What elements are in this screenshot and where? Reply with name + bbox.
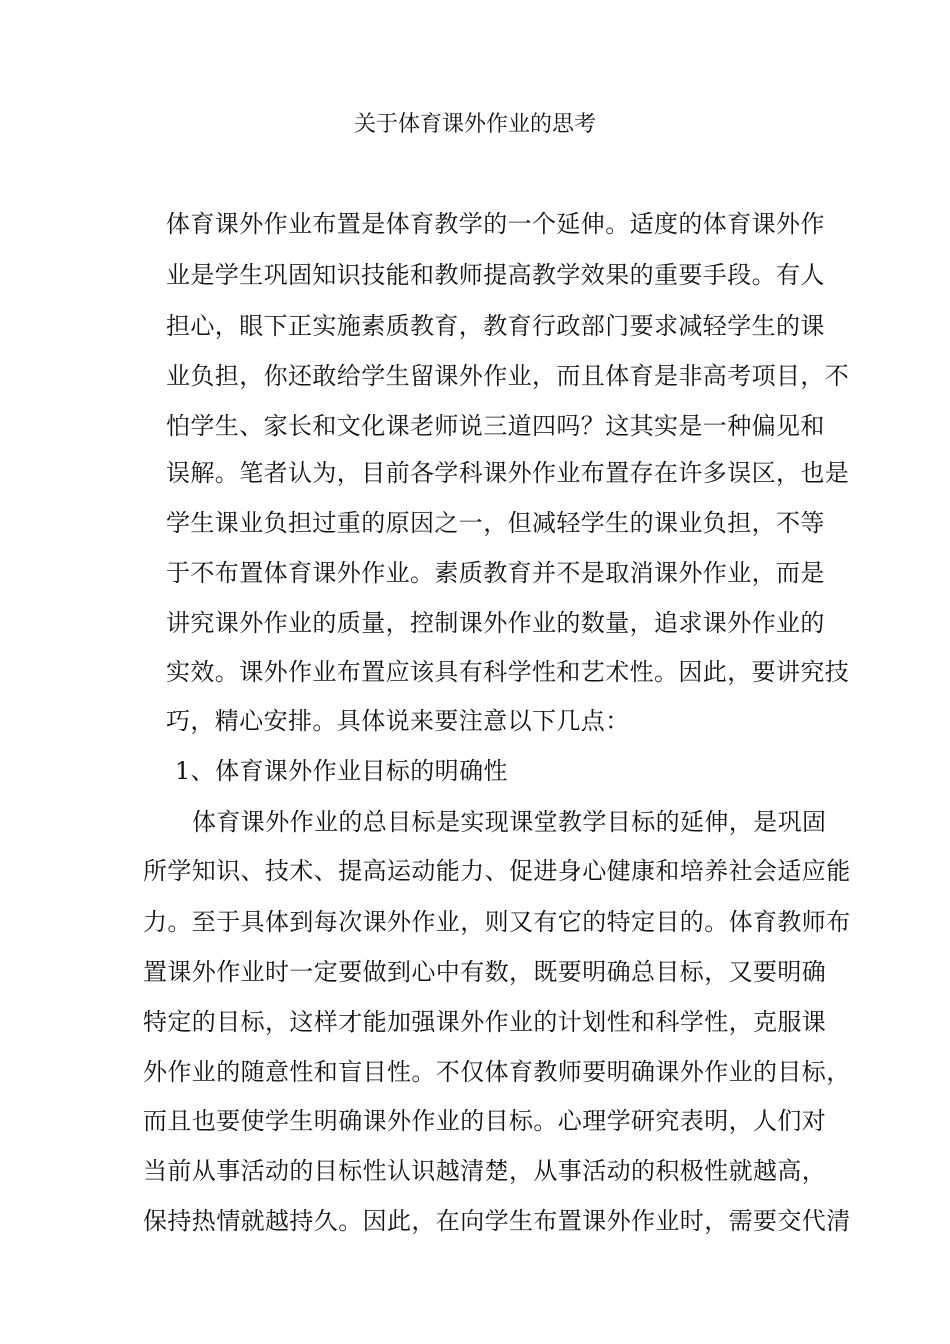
section-line: 力。至于具体到每次课外作业，则又有它的特定目的。体育教师布 — [143, 908, 851, 936]
intro-line: 实效。课外作业布置应该具有科学性和艺术性。因此，要讲究技 — [166, 658, 850, 686]
section-line: 保持热情就越持久。因此，在向学生布置课外作业时，需要交代清 — [143, 1207, 851, 1235]
document-title: 关于体育课外作业的思考 — [353, 112, 596, 137]
intro-line: 学生课业负担过重的原因之一，但减轻学生的课业负担，不等 — [166, 509, 825, 537]
intro-line: 误解。笔者认为，目前各学科课外作业布置存在许多误区，也是 — [166, 459, 850, 487]
intro-line: 讲究课外作业的质量，控制课外作业的数量，追求课外作业的 — [166, 609, 825, 637]
section-line: 当前从事活动的目标性认识越清楚，从事活动的积极性就越高， — [143, 1157, 827, 1185]
section-line: 特定的目标，这样才能加强课外作业的计划性和科学性，克服课 — [143, 1008, 827, 1036]
intro-line: 担心，眼下正实施素质教育，教育行政部门要求减轻学生的课 — [166, 312, 825, 340]
section-heading: 1、体育课外作业目标的明确性 — [175, 757, 508, 785]
section-line: 所学知识、技术、提高运动能力、促进身心健康和培养社会适应能 — [143, 857, 851, 885]
intro-line: 怕学生、家长和文化课老师说三道四吗？这其实是一种偏见和 — [166, 412, 825, 440]
section-line: 而且也要使学生明确课外作业的目标。心理学研究表明，人们对 — [143, 1107, 827, 1135]
intro-line: 巧，精心安排。具体说来要注意以下几点： — [166, 707, 630, 735]
intro-line: 业负担，你还敢给学生留课外作业，而且体育是非高考项目，不 — [166, 362, 850, 390]
intro-line: 于不布置体育课外作业。素质教育并不是取消课外作业，而是 — [166, 559, 825, 587]
section-line: 外作业的随意性和盲目性。不仅体育教师要明确课外作业的目标， — [143, 1058, 851, 1086]
section-line: 体育课外作业的总目标是实现课堂教学目标的延伸，是巩固 — [192, 808, 827, 836]
intro-line: 体育课外作业布置是体育教学的一个延伸。适度的体育课外作 — [166, 210, 825, 238]
intro-line: 业是学生巩固知识技能和教师提高教学效果的重要手段。有人 — [166, 261, 825, 289]
section-line: 置课外作业时一定要做到心中有数，既要明确总目标，又要明确 — [143, 958, 827, 986]
